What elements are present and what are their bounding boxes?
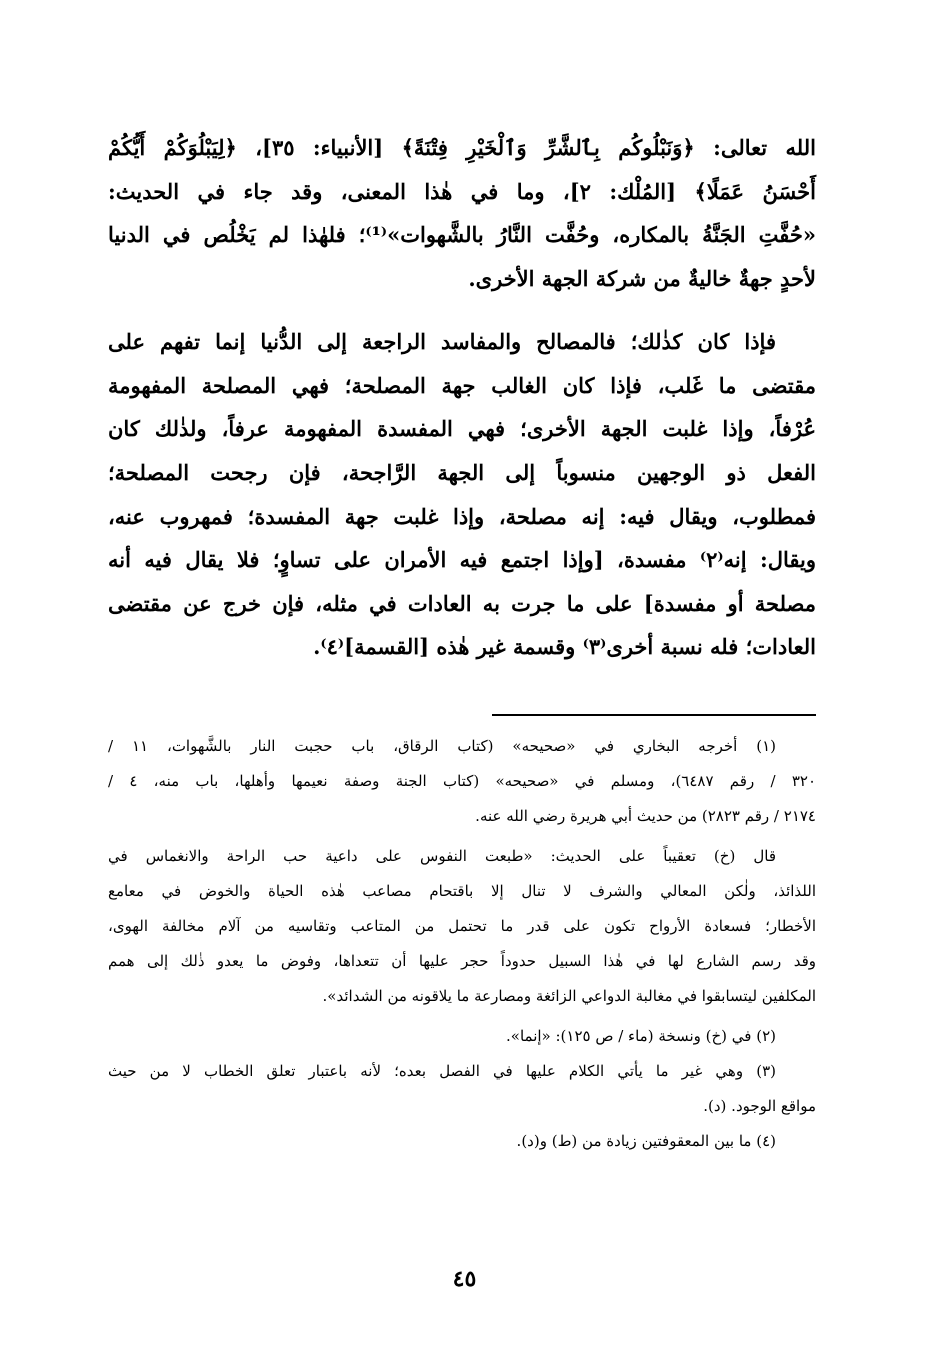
footnote-line: (٢) في (خ) ونسخة (ماء / ص ١٢٥): «إنما». [506, 1027, 776, 1045]
footnote-line: (١) أخرجه البخاري في «صحيحه» (كتاب الرقاق، باب حجبت النار بالشَّهوات، ١١ / [108, 737, 776, 755]
text-line: لأحدٍ جهةٌ خاليةٌ من شركة الجهة الأخرى. [468, 266, 816, 291]
text-line: مقتضى ما غَلب، فإذا كان الغالب جهة المصلحة؛ فهي المصلحة المفهومة [108, 373, 816, 398]
footnote-divider [492, 714, 816, 716]
footnote-line: (٣) وهي غير ما يأتي الكلام عليها في الفصل بعده؛ لأنه باعتبار تعلق الخطاب لا من حيث [108, 1062, 776, 1080]
text-line: فمطلوب، ويقال فيه: إنه مصلحة، وإذا غلبت جهة المفسدة؛ فمهروب عنه، [108, 504, 816, 529]
footnote-line: وقد رسم الشارع لها في هٰذا السبيل حدوداً حجر عليها أن تتعداها، وفوض ما يعدو ذٰلك إلى همم [108, 952, 816, 970]
text-line: أَحْسَنُ عَمَلًا﴾ [المُلْك: ٢]، وما في هٰذا المعنى، وقد جاء في الحديث: [108, 179, 816, 204]
text-line: «حُفَّتِ الجَنَّةُ بالمكاره، وحُفَّت النَّارُ بالشَّهوات»⁽¹⁾؛ فلهٰذا لم يَخْلُص في الدنيا [108, 222, 816, 247]
footnote-line: ٢١٧٤ / رقم ٢٨٢٣) من حديث أبي هريرة رضي الله عنه. [475, 807, 816, 825]
footnote-line: المكلفين ليتسابقوا في مغالبة الدواعي الزائغة ومصارعة ما يلاقونه من الشدائد». [322, 987, 816, 1005]
footnote-line: ٣٢٠ / رقم ٦٤٨٧)، ومسلم في «صحيحه» (كتاب الجنة وصفة نعيمها وأهلها، باب منه، ٤ / [108, 772, 816, 790]
text-line: مصلحة أو مفسدة] على ما جرت به العادات في مثله، فإن خرج عن مقتضى [108, 591, 816, 616]
text-line: فإذا كان كذٰلك؛ فالمصالح والمفاسد الراجعة إلى الدُّنيا إنما تفهم على [108, 329, 776, 354]
text-line: عُرْفاً، وإذا غلبت الجهة الأخرى؛ فهي المفسدة المفهومة عرفاً، ولذٰلك كان [108, 416, 816, 441]
text-line: العادات؛ فله نسبة أخرى⁽٣⁾ وقسمة غير هٰذه [القسمة]⁽٤⁾. [313, 634, 816, 659]
footnote-line: مواقع الوجود. (د). [703, 1097, 816, 1115]
text-line: ويقال: إنه⁽٢⁾ مفسدة، [وإذا اجتمع فيه الأمران على تساوٍ؛ فلا يقال فيه أنه [108, 547, 816, 572]
footnote-line: الأخطار؛ فسعادة الأرواح تكون على قدر ما تحتمل من المتاعب وتقاسيه من آلام مخالفة الهوى، [108, 917, 816, 935]
footnote-line: قال (خ) تعقيباً على الحديث: «طبعت النفوس على داعية حب الراحة والانغماس في [108, 847, 776, 865]
footnote-line: اللذائذ، ولٰكن المعالي والشرف لا تنال إلا باقتحام مصاعب هٰذه الحياة والخوض في معامع [108, 882, 816, 900]
text-line: الفعل ذو الوجهين منسوباً إلى الجهة الرَّاجحة، فإن رجحت المصلحة؛ [108, 460, 816, 485]
footnote-line: (٤) ما بين المعقوفتين زيادة من (ط) و(د). [516, 1132, 776, 1150]
page-number: ٤٥ [452, 1266, 477, 1292]
text-line: الله تعالى: ﴿وَنَبْلُوكُم بِٱلشَّرِّ وَٱلْخَيْرِ فِتْنَةً﴾ [الأنبياء: ٣٥]، ﴿لِيَبْلُوَكُمْ أَيُّكُمْ [108, 135, 816, 160]
